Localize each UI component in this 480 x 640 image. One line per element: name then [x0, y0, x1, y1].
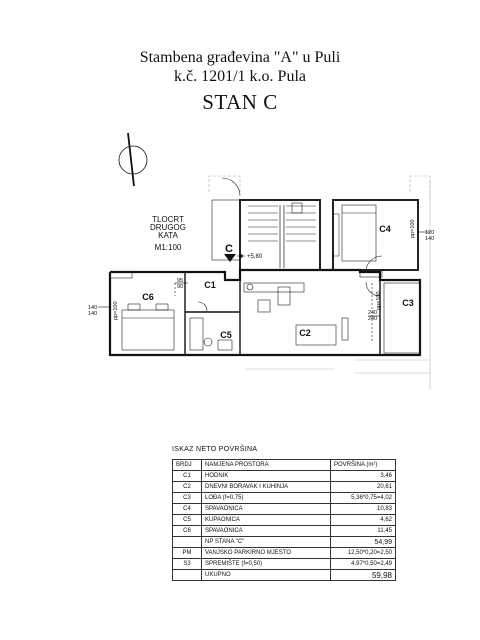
- dim-c2-parapet: pp=100: [376, 291, 382, 310]
- table-row: C1 HODNIK 3,46: [173, 471, 396, 482]
- drawing-header: [0, 48, 480, 116]
- floor-elevation: +5,80: [247, 254, 263, 260]
- dim-c1-top: 95: [177, 278, 184, 284]
- room-label-c4: C4: [379, 224, 391, 234]
- table-header-row: [173, 460, 396, 471]
- building-title: Stambena građevina "A" u Puli: [139, 49, 341, 66]
- table-row: C3 LOĐA (f=0,75) 5,36*0,75=4,02: [173, 493, 396, 504]
- floor-plan: [0, 130, 480, 390]
- room-c4-outline: [333, 200, 418, 277]
- header-name: NAMJENA PROSTORA: [202, 460, 331, 471]
- dim-c2-door-bottom: 240: [368, 316, 378, 322]
- north-arrow-icon: [119, 133, 147, 186]
- dim-c1-bottom: 90: [177, 284, 184, 290]
- apartment-marker-icon: [224, 254, 245, 262]
- dim-c2-door-top: 240: [368, 310, 378, 316]
- room-label-c3: C3: [402, 298, 414, 308]
- apartment-mark-letter: C: [225, 243, 233, 255]
- dim-c4-window-bottom: 140: [425, 236, 435, 242]
- header-code: BRDJ: [173, 460, 202, 471]
- drawing-scale: M1:100: [154, 243, 182, 252]
- floor-label-line1: TLOCRT: [152, 215, 184, 224]
- table-row: C6 SPAVAONICA 11,45: [173, 526, 396, 537]
- table-row: C4 SPAVAONICA 10,83: [173, 504, 396, 515]
- apartment-title: STAN C: [202, 90, 278, 114]
- room-label-c5: C5: [220, 330, 232, 340]
- area-table: [172, 459, 396, 581]
- floor-label-line3: KATA: [158, 231, 178, 240]
- table-row: C2 DNEVNI BORAVAK I KUHINJA 20,61: [173, 482, 396, 493]
- dim-c6-parapet: pp=100: [113, 301, 119, 320]
- dim-c6-window-bottom: 140: [88, 311, 98, 317]
- table-row: S3 SPREMIŠTE (f=0,50) 4,97*0,50=2,49: [173, 559, 396, 570]
- area-table-title: ISKAZ NETO POVRŠINA: [172, 446, 258, 453]
- net-area-row: NP STANA "C" 54,99: [173, 537, 396, 548]
- room-label-c1: C1: [204, 280, 216, 290]
- parcel-reference: k.č. 1201/1 k.o. Pula: [174, 68, 306, 85]
- floor-label-line2: DRUGOG: [150, 223, 186, 232]
- room-c6-furniture: [110, 272, 175, 350]
- table-row: PM VANJSKO PARKIRNO MJESTO 12,50*0,20=2,50: [173, 548, 396, 559]
- room-label-c2: C2: [299, 328, 311, 338]
- room-c5-fixtures: [190, 302, 232, 350]
- dim-c6-window-top: 140: [88, 305, 98, 311]
- dim-c4-parapet: pp=100: [410, 219, 416, 238]
- room-label-c6: C6: [142, 292, 154, 302]
- dim-c4-window-top: 120: [425, 230, 435, 236]
- header-area: POVRŠINA (m²): [331, 460, 396, 471]
- table-row: C5 KUPAONICA 4,62: [173, 515, 396, 526]
- total-row: UKUPNO 59,98: [173, 570, 396, 581]
